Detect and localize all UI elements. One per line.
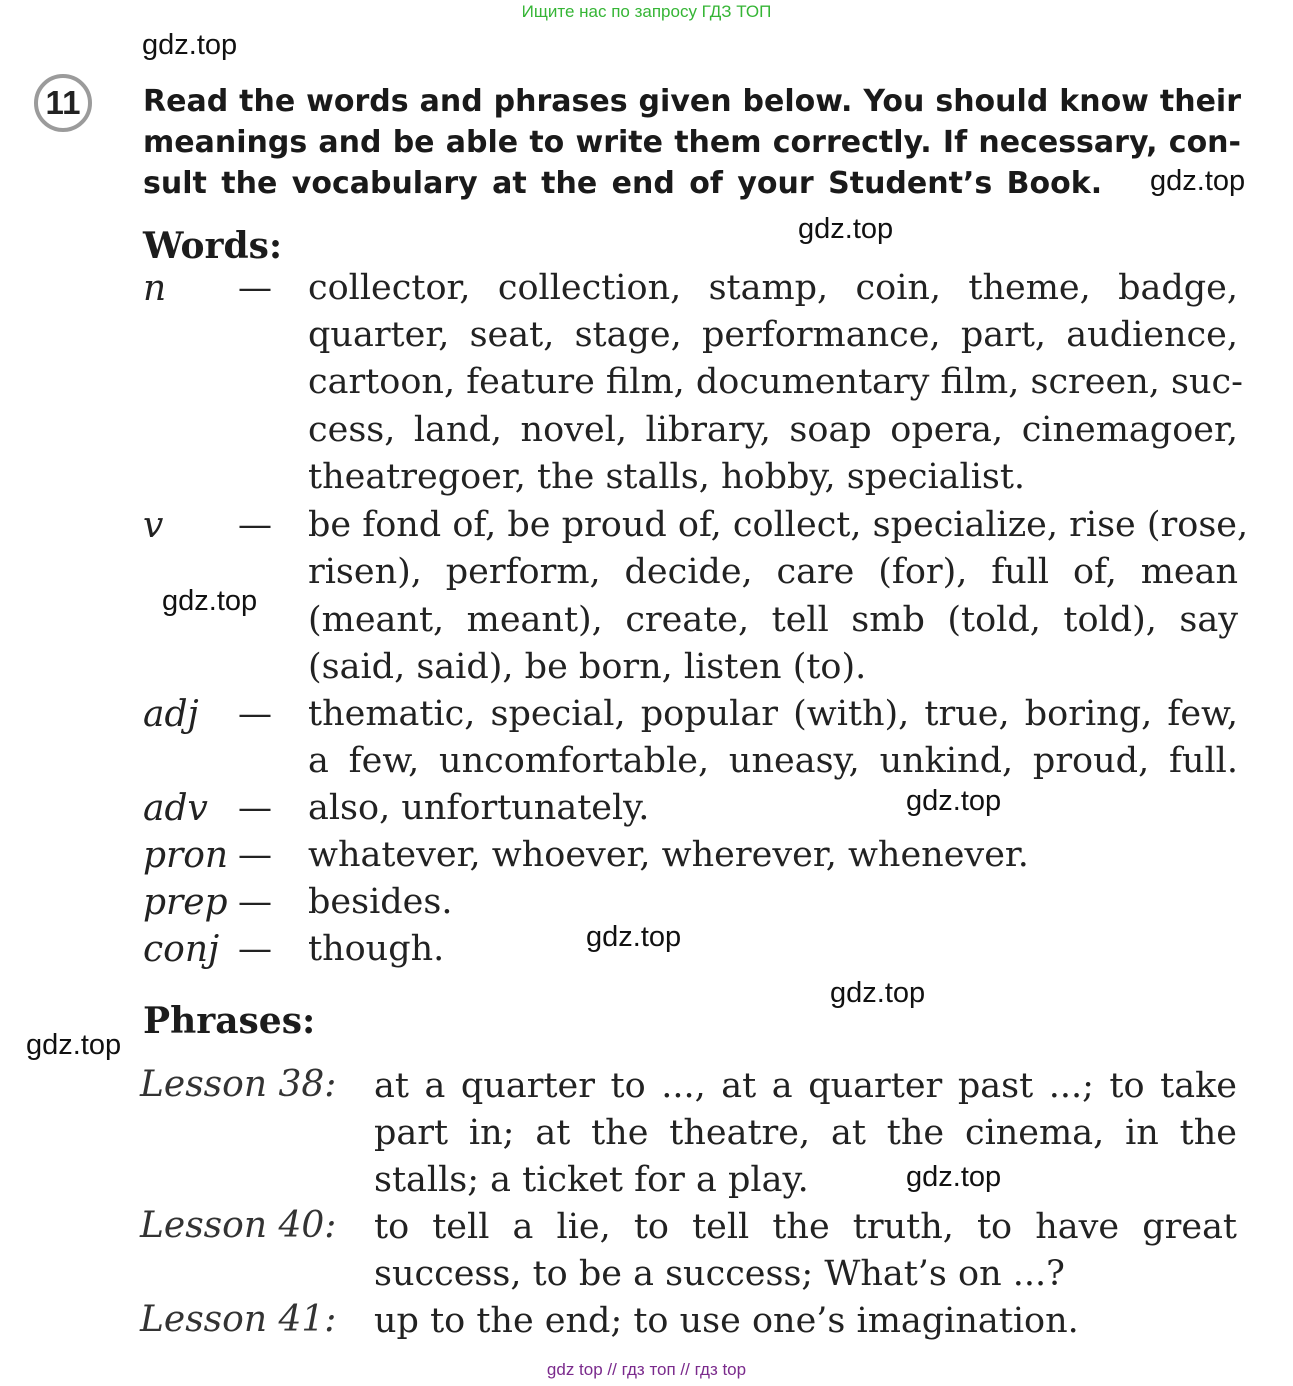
word-list-line: whatever, whoever, wherever, whenever. <box>308 835 1029 875</box>
watermark: gdz.top <box>586 921 682 953</box>
word-list-line: theatregoer, the stalls, hobby, specialist. <box>308 457 1026 497</box>
phrase-line: up to the end; to use one’s imagination. <box>374 1301 1079 1341</box>
pos-label-adjective: adj <box>143 694 199 735</box>
pos-label-preposition: prep <box>143 882 228 923</box>
pos-label-conjunction: conj <box>143 929 220 970</box>
word-list-line: cartoon, feature film, documentary film, screen, suc- <box>308 362 1243 402</box>
phrase-line: success, to be a success; What’s on ...? <box>374 1254 1065 1294</box>
phrase-line: to tell a lie, to tell the truth, to have great <box>374 1207 1237 1247</box>
word-list-line: a few, uncomfortable, uneasy, unkind, proud, full. <box>308 741 1238 781</box>
pos-dash: — <box>238 929 272 969</box>
pos-label-adverb: adv <box>143 788 208 829</box>
word-list-line: collector, collection, stamp, coin, theme, badge, <box>308 268 1238 308</box>
pos-dash: — <box>238 882 272 922</box>
watermark: gdz.top <box>906 785 1002 817</box>
word-list-line: besides. <box>308 882 453 922</box>
word-list-line: be fond of, be proud of, collect, specialize, rise (rose, <box>308 505 1249 545</box>
pos-dash: — <box>238 268 272 308</box>
exercise-number-badge <box>34 74 92 132</box>
instruction-line: sult the vocabulary at the end of your Student’s Book. <box>143 166 1103 201</box>
word-list-line: (meant, meant), create, tell smb (told, told), say <box>308 600 1238 640</box>
word-list-line: though. <box>308 929 445 969</box>
footer-links: gdz top // гдз топ // гдз top <box>546 1360 747 1379</box>
pos-dash: — <box>238 835 272 875</box>
pos-dash: — <box>238 788 272 828</box>
lesson-label: Lesson 38: <box>140 1064 337 1105</box>
word-list-line: risen), perform, decide, care (for), full of, mean <box>308 552 1238 592</box>
lesson-label: Lesson 40: <box>140 1205 337 1246</box>
watermark: gdz.top <box>26 1029 122 1061</box>
watermark: gdz.top <box>162 585 258 617</box>
pos-dash: — <box>238 505 272 545</box>
phrase-line: at a quarter to ..., at a quarter past ...; to take <box>374 1066 1237 1106</box>
watermark: gdz.top <box>830 977 926 1009</box>
exercise-number: 11 <box>45 84 81 121</box>
word-list-line: quarter, seat, stage, performance, part, audience, <box>308 315 1238 355</box>
phrase-line: stalls; a ticket for a play. <box>374 1160 809 1200</box>
watermark: gdz.top <box>1150 165 1246 197</box>
watermark: gdz.top <box>906 1161 1002 1193</box>
watermark: gdz.top <box>142 29 238 61</box>
pos-dash: — <box>238 694 272 734</box>
top-banner: Ищите нас по запросу ГДЗ ТОП <box>521 2 772 21</box>
pos-label-noun: n <box>143 268 167 309</box>
phrase-line: part in; at the theatre, at the cinema, in the <box>374 1113 1237 1153</box>
phrases-heading: Phrases: <box>143 1000 316 1042</box>
word-list-line: thematic, special, popular (with), true, boring, few, <box>308 694 1238 734</box>
word-list-line: cess, land, novel, library, soap opera, cinemagoer, <box>308 410 1238 450</box>
pos-label-verb: v <box>143 505 164 546</box>
instruction-line: Read the words and phrases given below. You should know their <box>143 84 1241 119</box>
instruction-line: meanings and be able to write them correctly. If necessary, con- <box>143 125 1241 160</box>
pos-label-pronoun: pron <box>143 835 229 876</box>
word-list-line: also, unfortunately. <box>308 788 650 828</box>
watermark: gdz.top <box>798 213 894 245</box>
lesson-label: Lesson 41: <box>140 1299 337 1340</box>
words-heading: Words: <box>143 225 283 267</box>
word-list-line: (said, said), be born, listen (to). <box>308 647 867 687</box>
